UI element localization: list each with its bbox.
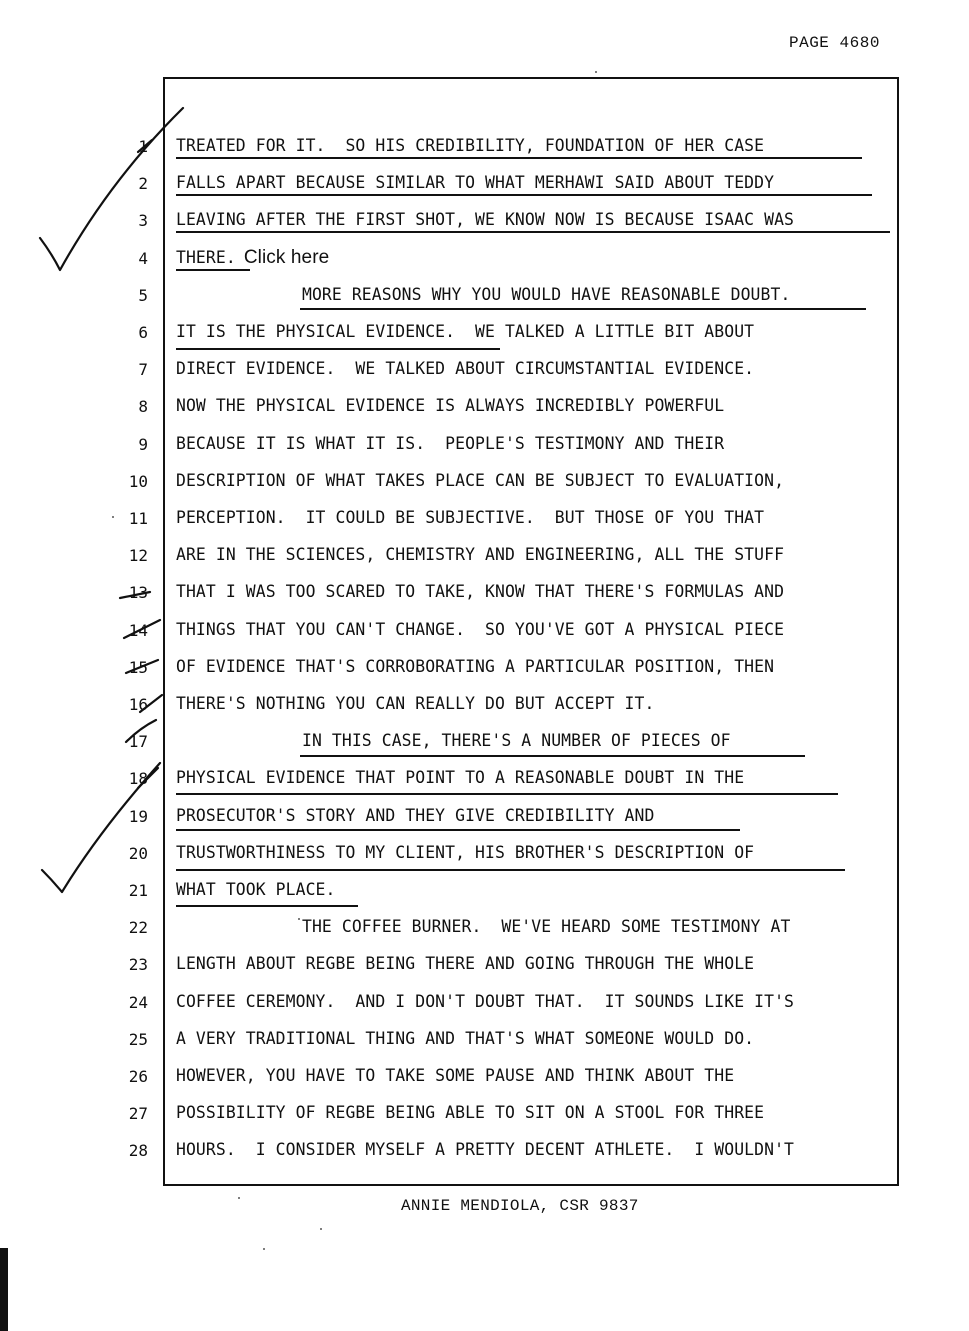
transcript-line-text: PHYSICAL EVIDENCE THAT POINT TO A REASONABLE DOUBT IN THE	[176, 768, 745, 787]
transcript-line	[176, 694, 654, 714]
line-number: 3	[138, 211, 148, 230]
scan-speck	[112, 516, 114, 518]
transcript-line-text: ARE IN THE SCIENCES, CHEMISTRY AND ENGINEERING, ALL THE STUFF	[176, 545, 785, 564]
transcript-line-text: TRUSTWORTHINESS TO MY CLIENT, HIS BROTHER'S DESCRIPTION OF	[176, 843, 755, 862]
transcript-line	[176, 1140, 794, 1160]
line-number: 6	[138, 323, 148, 342]
transcript-line-text: IN THIS CASE, THERE'S A NUMBER OF PIECES OF	[302, 731, 731, 750]
transcript-line-text: HOURS. I CONSIDER MYSELF A PRETTY DECENT ATHLETE. I WOULDN'T	[176, 1140, 795, 1159]
line-number: 2	[138, 174, 148, 193]
transcript-line	[302, 285, 790, 305]
transcript-line	[176, 173, 774, 193]
transcript-line	[176, 954, 754, 974]
transcript-line-text: POSSIBILITY OF REGBE BEING ABLE TO SIT ON A STOOL FOR THREE	[176, 1103, 765, 1122]
scan-speck	[238, 1197, 240, 1199]
line-number: 5	[138, 286, 148, 305]
transcript-line	[176, 210, 794, 230]
line-number: 18	[128, 769, 148, 788]
line-number: 8	[138, 397, 148, 416]
line-number: 14	[128, 621, 148, 640]
line-number: 19	[128, 807, 148, 826]
line-number: 25	[128, 1030, 148, 1049]
transcript-line-text: THE COFFEE BURNER. WE'VE HEARD SOME TESTIMONY AT	[302, 917, 791, 936]
scan-speck	[595, 71, 597, 73]
transcript-line-text: LENGTH ABOUT REGBE BEING THERE AND GOING THROUGH THE WHOLE	[176, 954, 755, 973]
transcript-line-text: PERCEPTION. IT COULD BE SUBJECTIVE. BUT THOSE OF YOU THAT	[176, 508, 765, 527]
transcript-line	[176, 471, 784, 491]
transcript-line-text: COFFEE CEREMONY. AND I DON'T DOUBT THAT. IT SOUNDS LIKE IT'S	[176, 992, 795, 1011]
scan-speck	[298, 918, 300, 920]
line-number: 22	[128, 918, 148, 937]
transcript-line	[176, 843, 754, 863]
transcript-line-text: THAT I WAS TOO SCARED TO TAKE, KNOW THAT THERE'S FORMULAS AND	[176, 582, 785, 601]
transcript-line	[176, 582, 784, 602]
transcript-line	[176, 992, 794, 1012]
transcript-line-text: THINGS THAT YOU CAN'T CHANGE. SO YOU'VE GOT A PHYSICAL PIECE	[176, 620, 785, 639]
transcript-line	[176, 1066, 734, 1086]
transcript-line-text: IT IS THE PHYSICAL EVIDENCE. WE TALKED A LITTLE BIT ABOUT	[176, 322, 755, 341]
court-reporter-footer: ANNIE MENDIOLA, CSR 9837	[401, 1197, 639, 1215]
line-number: 1	[138, 137, 148, 156]
transcript-line	[302, 917, 790, 937]
line-number: 7	[138, 360, 148, 379]
transcript-line-text: THERE'S NOTHING YOU CAN REALLY DO BUT ACCEPT IT.	[176, 694, 655, 713]
transcript-line	[176, 620, 784, 640]
line-number: 27	[128, 1104, 148, 1123]
transcript-line-text: HOWEVER, YOU HAVE TO TAKE SOME PAUSE AND THINK ABOUT THE	[176, 1066, 735, 1085]
transcript-line	[176, 248, 329, 268]
line-number: 23	[128, 955, 148, 974]
line-number: 9	[138, 435, 148, 454]
line-number: 10	[128, 472, 148, 491]
transcript-line	[176, 1103, 764, 1123]
transcript-line	[176, 359, 754, 379]
transcript-line	[176, 545, 784, 565]
transcript-line-text: THERE.	[176, 248, 236, 267]
scan-edge-bar	[0, 1248, 8, 1331]
line-number: 26	[128, 1067, 148, 1086]
transcript-line-text: DIRECT EVIDENCE. WE TALKED ABOUT CIRCUMSTANTIAL EVIDENCE.	[176, 359, 755, 378]
transcript-line-text: LEAVING AFTER THE FIRST SHOT, WE KNOW NOW IS BECAUSE ISAAC WAS	[176, 210, 795, 229]
line-number: 21	[128, 881, 148, 900]
transcript-line	[176, 434, 724, 454]
transcript-line	[176, 322, 754, 342]
transcript-line-text: FALLS APART BECAUSE SIMILAR TO WHAT MERHAWI SAID ABOUT TEDDY	[176, 173, 775, 192]
transcript-line	[176, 396, 724, 416]
transcript-line-text: PROSECUTOR'S STORY AND THEY GIVE CREDIBILITY AND	[176, 806, 655, 825]
transcript-line	[176, 1029, 754, 1049]
line-number: 11	[128, 509, 148, 528]
line-number: 13	[128, 583, 148, 602]
transcript-line	[302, 731, 731, 751]
transcript-line	[176, 768, 744, 788]
transcript-line-text: TREATED FOR IT. SO HIS CREDIBILITY, FOUNDATION OF HER CASE	[176, 136, 765, 155]
transcript-line-text: WHAT TOOK PLACE.	[176, 880, 336, 899]
line-number: 17	[128, 732, 148, 751]
line-number: 20	[128, 844, 148, 863]
click-here-link[interactable]: Click here	[243, 247, 330, 268]
transcript-line-text: MORE REASONS WHY YOU WOULD HAVE REASONABLE DOUBT.	[302, 285, 791, 304]
transcript-line-text: OF EVIDENCE THAT'S CORROBORATING A PARTICULAR POSITION, THEN	[176, 657, 775, 676]
transcript-line-text: BECAUSE IT IS WHAT IT IS. PEOPLE'S TESTIMONY AND THEIR	[176, 434, 725, 453]
line-number: 4	[138, 249, 148, 268]
line-number: 12	[128, 546, 148, 565]
transcript-line-text: DESCRIPTION OF WHAT TAKES PLACE CAN BE SUBJECT TO EVALUATION,	[176, 471, 785, 490]
line-number: 16	[128, 695, 148, 714]
transcript-line	[176, 657, 774, 677]
transcript-line	[176, 508, 764, 528]
transcript-line	[176, 880, 336, 900]
transcript-line-text: A VERY TRADITIONAL THING AND THAT'S WHAT SOMEONE WOULD DO.	[176, 1029, 755, 1048]
transcript-line	[176, 806, 654, 826]
page-number: PAGE 4680	[789, 34, 880, 52]
transcript-line	[176, 136, 764, 156]
line-number: 15	[128, 658, 148, 677]
scan-speck	[320, 1228, 322, 1230]
transcript-line-text: NOW THE PHYSICAL EVIDENCE IS ALWAYS INCREDIBLY POWERFUL	[176, 396, 725, 415]
line-number: 28	[128, 1141, 148, 1160]
scan-speck	[263, 1248, 265, 1250]
line-number: 24	[128, 993, 148, 1012]
